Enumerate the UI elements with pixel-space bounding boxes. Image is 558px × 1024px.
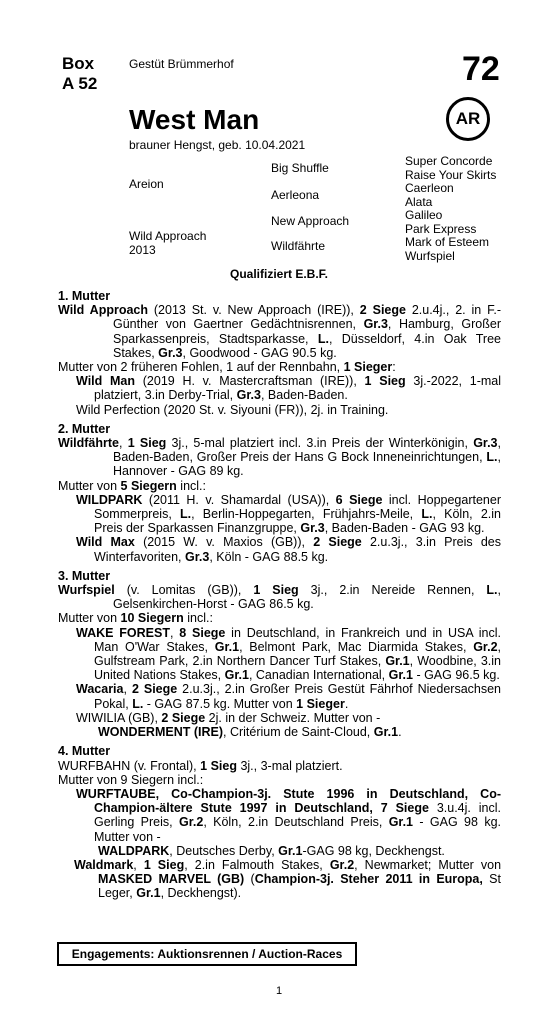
box-label-line1: Box — [62, 54, 95, 73]
box-label-line2: A 52 — [62, 74, 98, 93]
engagements-box: Engagements: Auktionsrennen / Auction-Races — [57, 942, 357, 966]
foal-entry: Wild Perfection (2020 St. v. Siyouni (FR)), 2j. in Training. — [76, 402, 389, 417]
fourth-dam-entry: WURFBAHN (v. Frontal), 1 Sieg 3j., 3-mal platziert. — [58, 758, 343, 773]
pedigree-ggp-1: Super Concorde — [405, 154, 493, 168]
pedigree-dam-year: 2013 — [129, 242, 156, 257]
foal-entry: WILDPARK (2011 H. v. Shamardal (USA)), 6 Siege incl. Hoppegartener Sommerpreis, L., Berlin-Hoppegarten, Frühjahrs-Meile, L., Köln, 2.in Preis der Sparkassen Finanzgruppe, Gr.3, Baden-Baden - GAG 93 kg. — [76, 492, 501, 536]
foal-entry: Wild Man (2019 H. v. Mastercraftsman (IRE)), 1 Sieg 3j.-2022, 1-mal platziert, 3.in Derby-Trial, Gr.3, Baden-Baden. — [76, 374, 502, 403]
qualification: Qualifiziert E.B.F. — [229, 267, 328, 281]
pedigree-dam-name: Wild Approach — [129, 229, 207, 243]
fourth-dam-foals-intro: Mutter von 9 Siegern incl.: — [58, 772, 204, 787]
third-dam-entry: Wurfspiel (v. Lomitas (GB)), 1 Sieg 3j., 2.in Nereide Rennen, L., Gelsenkirchen-Horst - GAG 86.5 kg. — [58, 583, 502, 612]
foal-entry: WAKE FOREST, 8 Siege in Deutschland, in Frankreich und in USA incl. Man O'War Stakes, Gr.1, Belmont Park, Mac Diarmida Stakes, Gr.2, Gulfstream Park, 2.in Northern Dancer Turf Stakes, Gr.1, Woodbine, 3.in United Nations Stakes, Gr.1, Canadian International, Gr.1 - GAG 96.5 kg. — [76, 625, 502, 683]
pedigree-great-grandparents — [405, 155, 496, 263]
section-1-mutter: 1. Mutter — [58, 289, 111, 303]
horse-description: brauner Hengst, geb. 10.04.2021 — [129, 138, 306, 152]
foal-entry: WONDERMENT (IRE), Critérium de Saint-Cloud, Gr.1. — [98, 725, 402, 740]
pedigree-ggp-5: Galileo — [405, 208, 443, 222]
lot-number: 72 — [462, 50, 500, 88]
dam-entry: Wild Approach (2013 St. v. New Approach (IRE)), 2 Siege 2.u.4j., 2. in F.-Günther von Gaertner Gedächtnisrennen, Gr.3, Hamburg, Großer Sparkassenpreis, Stadtsparkasse, L., Düsseldorf, 4.in Oak Tree Stakes, Gr.3, Goodwood - GAG 90.5 kg. — [58, 303, 501, 360]
granddam-foals-intro: Mutter von 5 Siegern incl.: — [58, 478, 206, 493]
section-3-mutter: 3. Mutter — [58, 568, 111, 583]
foal-entry: Wild Max (2015 W. v. Maxios (GB)), 2 Siege 2.u.3j., 3.in Preis des Winterfavoriten, Gr.3, Köln - GAG 88.5 kg. — [76, 535, 501, 564]
pedigree-ggp-4: Alata — [405, 194, 433, 209]
page-number: 1 — [275, 985, 283, 997]
foal-entry: WALDPARK, Deutsches Derby, Gr.1-GAG 98 kg, Deckhengst. — [98, 843, 445, 858]
ar-badge: AR — [446, 97, 490, 141]
foal-entry: Waldmark, 1 Sieg, 2.in Falmouth Stakes, Gr.2, Newmarket; Mutter von MASKED MARVEL (GB) (Champion-3j. Steher 2011 in Europa, St Leger, Gr.1, Deckhengst). — [74, 857, 502, 901]
dam-line — [58, 284, 501, 901]
pedigree-ggp-2: Raise Your Skirts — [405, 167, 497, 182]
pedigree-gp-1: Big Shuffle — [271, 161, 329, 175]
third-dam-foals-intro: Mutter von 10 Siegern incl.: — [58, 611, 213, 626]
pedigree-sire: Areion — [129, 177, 164, 191]
foal-entry: WURFTAUBE, Co-Champion-3j. Stute 1996 in Deutschland, Co-Champion-ältere Stute 1997 in Deutschland, 7 Siege 3.u.4j. incl. Gerling Preis, Gr.2, Köln, 2.in Deutschland Preis, Gr.1 - GAG 98 kg. Mutter von - — [76, 786, 501, 844]
pedigree-ggp-6: Park Express — [405, 221, 477, 236]
pedigree-gp-3: New Approach — [271, 214, 350, 228]
dam-foals-intro: Mutter von 2 früheren Fohlen, 1 auf der Rennbahn, 1 Sieger: — [58, 360, 396, 375]
granddam-entry: Wildfährte, 1 Sieg 3j., 5-mal platziert incl. 3.in Preis der Winterkönigin, Gr.3, Baden-Baden, Großer Preis der Hans G Bock Inneneinrichtungen, L., Hannover - GAG 89 kg. — [58, 436, 501, 479]
foal-entry: Wacaria, 2 Siege 2.u.3j., 2.in Großer Preis Gestüt Fährhof Niedersachsen Pokal, L. - GAG 87.5 kg. Mutter von 1 Sieger. — [76, 682, 502, 711]
pedigree-ggp-7: Mark of Esteem — [405, 235, 490, 249]
stud-name: Gestüt Brümmerhof — [129, 57, 234, 71]
pedigree-dam — [129, 230, 206, 257]
pedigree-ggp-8: Wurfspiel — [405, 248, 455, 263]
box-label — [62, 54, 97, 94]
foal-entry: WIWILIA (GB), 2 Siege 2j. in der Schweiz. Mutter von - — [76, 710, 381, 725]
pedigree-gp-2: Aerleona — [271, 188, 320, 202]
section-2-mutter: 2. Mutter — [58, 421, 111, 436]
section-4-mutter: 4. Mutter — [58, 744, 111, 759]
pedigree-ggp-3: Caerleon — [405, 181, 454, 195]
horse-name: West Man — [129, 104, 260, 135]
pedigree-gp-4: Wildfährte — [271, 239, 326, 253]
